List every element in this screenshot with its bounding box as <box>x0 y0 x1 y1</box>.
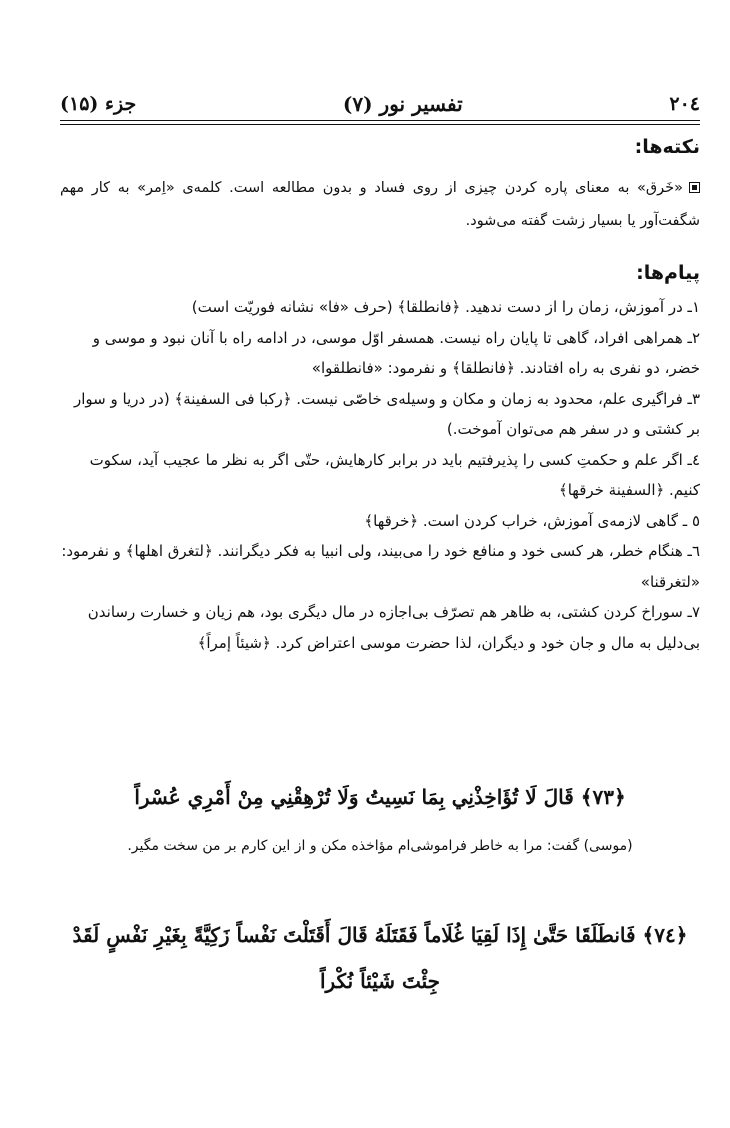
message-item-6: ٦ـ هنگام خطر، هر کسی خود و منافع خود را می‌بیند، ولی انبیا به فکر دیگرانند. ﴿لتغرق اهلها﴾ و نفرمود: «لتغرقنا» <box>61 542 700 591</box>
page-header <box>60 88 700 121</box>
message-item-7: ۷ـ سوراخ کردن کشتی، به ظاهر هم تصرّف بی‌اجازه در مال دیگری بود، هم زیان و خسارت رساندن بی‌دلیل به مال و جان خود و دیگران، لذا حضرت موسی اعتراض کرد. ﴿شیئاً إمراً﴾ <box>87 603 700 652</box>
book-title: تفسیر نور (۷) <box>342 92 463 116</box>
page-number: ۲۰٤ <box>669 93 700 115</box>
verse-73-arabic: ﴿۷۳﴾ قَالَ لَا تُؤَاخِذْنِي بِمَا نَسِيتُ وَلَا تُرْهِقْنِي مِنْ أَمْرِي عُسْراً <box>134 785 626 809</box>
messages-heading: پیام‌ها: <box>636 262 700 284</box>
message-item-2: ۲ـ همراهی افراد، گاهی تا پایان راه نیست. همسفر اوّل موسی، در ادامه راه با آنان نبود و موسی و خضر، دو نفری به راه افتادند. ﴿فانطلقا﴾ و نفرمود: «فانطلقوا» <box>92 328 700 377</box>
messages-list <box>60 292 700 658</box>
message-item-3: ۳ـ فراگیری علم، محدود به زمان و مکان و وسیله‌ی خاصّی نیست. ﴿رکبا فی السفینة﴾ (در دریا و سوار بر کشتی و در سفر هم می‌توان آموخت.) <box>73 389 700 438</box>
notes-heading: نکته‌ها: <box>634 136 700 158</box>
verse-74-arabic: ﴿۷٤﴾ فَانطَلَقَا حَتَّىٰ إِذَا لَقِيَا غُلَاماً فَقَتَلَهُ قَالَ أَقَتَلْتَ نَفْساً زَكِيَّةً بِغَيْرِ نَفْسٍ لَقَدْ جِئْتَ شَيْئاً نُكْراً <box>72 923 688 993</box>
book-page <box>60 0 700 1128</box>
message-item-1: ۱ـ در آموزش، زمان را از دست ندهید. ﴿فانطلقا﴾ (حرف «فا» نشانه فوریّت است) <box>191 298 700 316</box>
part-label: جزء (۱۵) <box>60 93 137 115</box>
verse-73-translation: (موسی) گفت: مرا به خاطر فراموشی‌ام مؤاخذه مکن و از این کارم بر من سخت مگیر. <box>127 838 633 854</box>
bullet-square-icon <box>689 182 700 193</box>
notes-text-block <box>60 172 700 238</box>
message-item-5: ٥ ـ گاهی لازمه‌ی آموزش، خراب کردن است. ﴿خرقها﴾ <box>364 511 700 530</box>
message-item-4: ٤ـ اگر علم و حکمتِ کسی را پذیرفتیم باید در برابر کارهایش، حتّی اگر به نظر ما عجیب آید، سکوت کنیم. ﴿السفینة خرقها﴾ <box>89 450 700 499</box>
notes-text: «خَرق» به معنای پاره کردن چیزی از روی فساد و بدون مطالعه است. کلمه‌ی «اِمر» به کار مهم شگفت‌آور یا بسیار زشت گفته می‌شود. <box>60 180 700 229</box>
